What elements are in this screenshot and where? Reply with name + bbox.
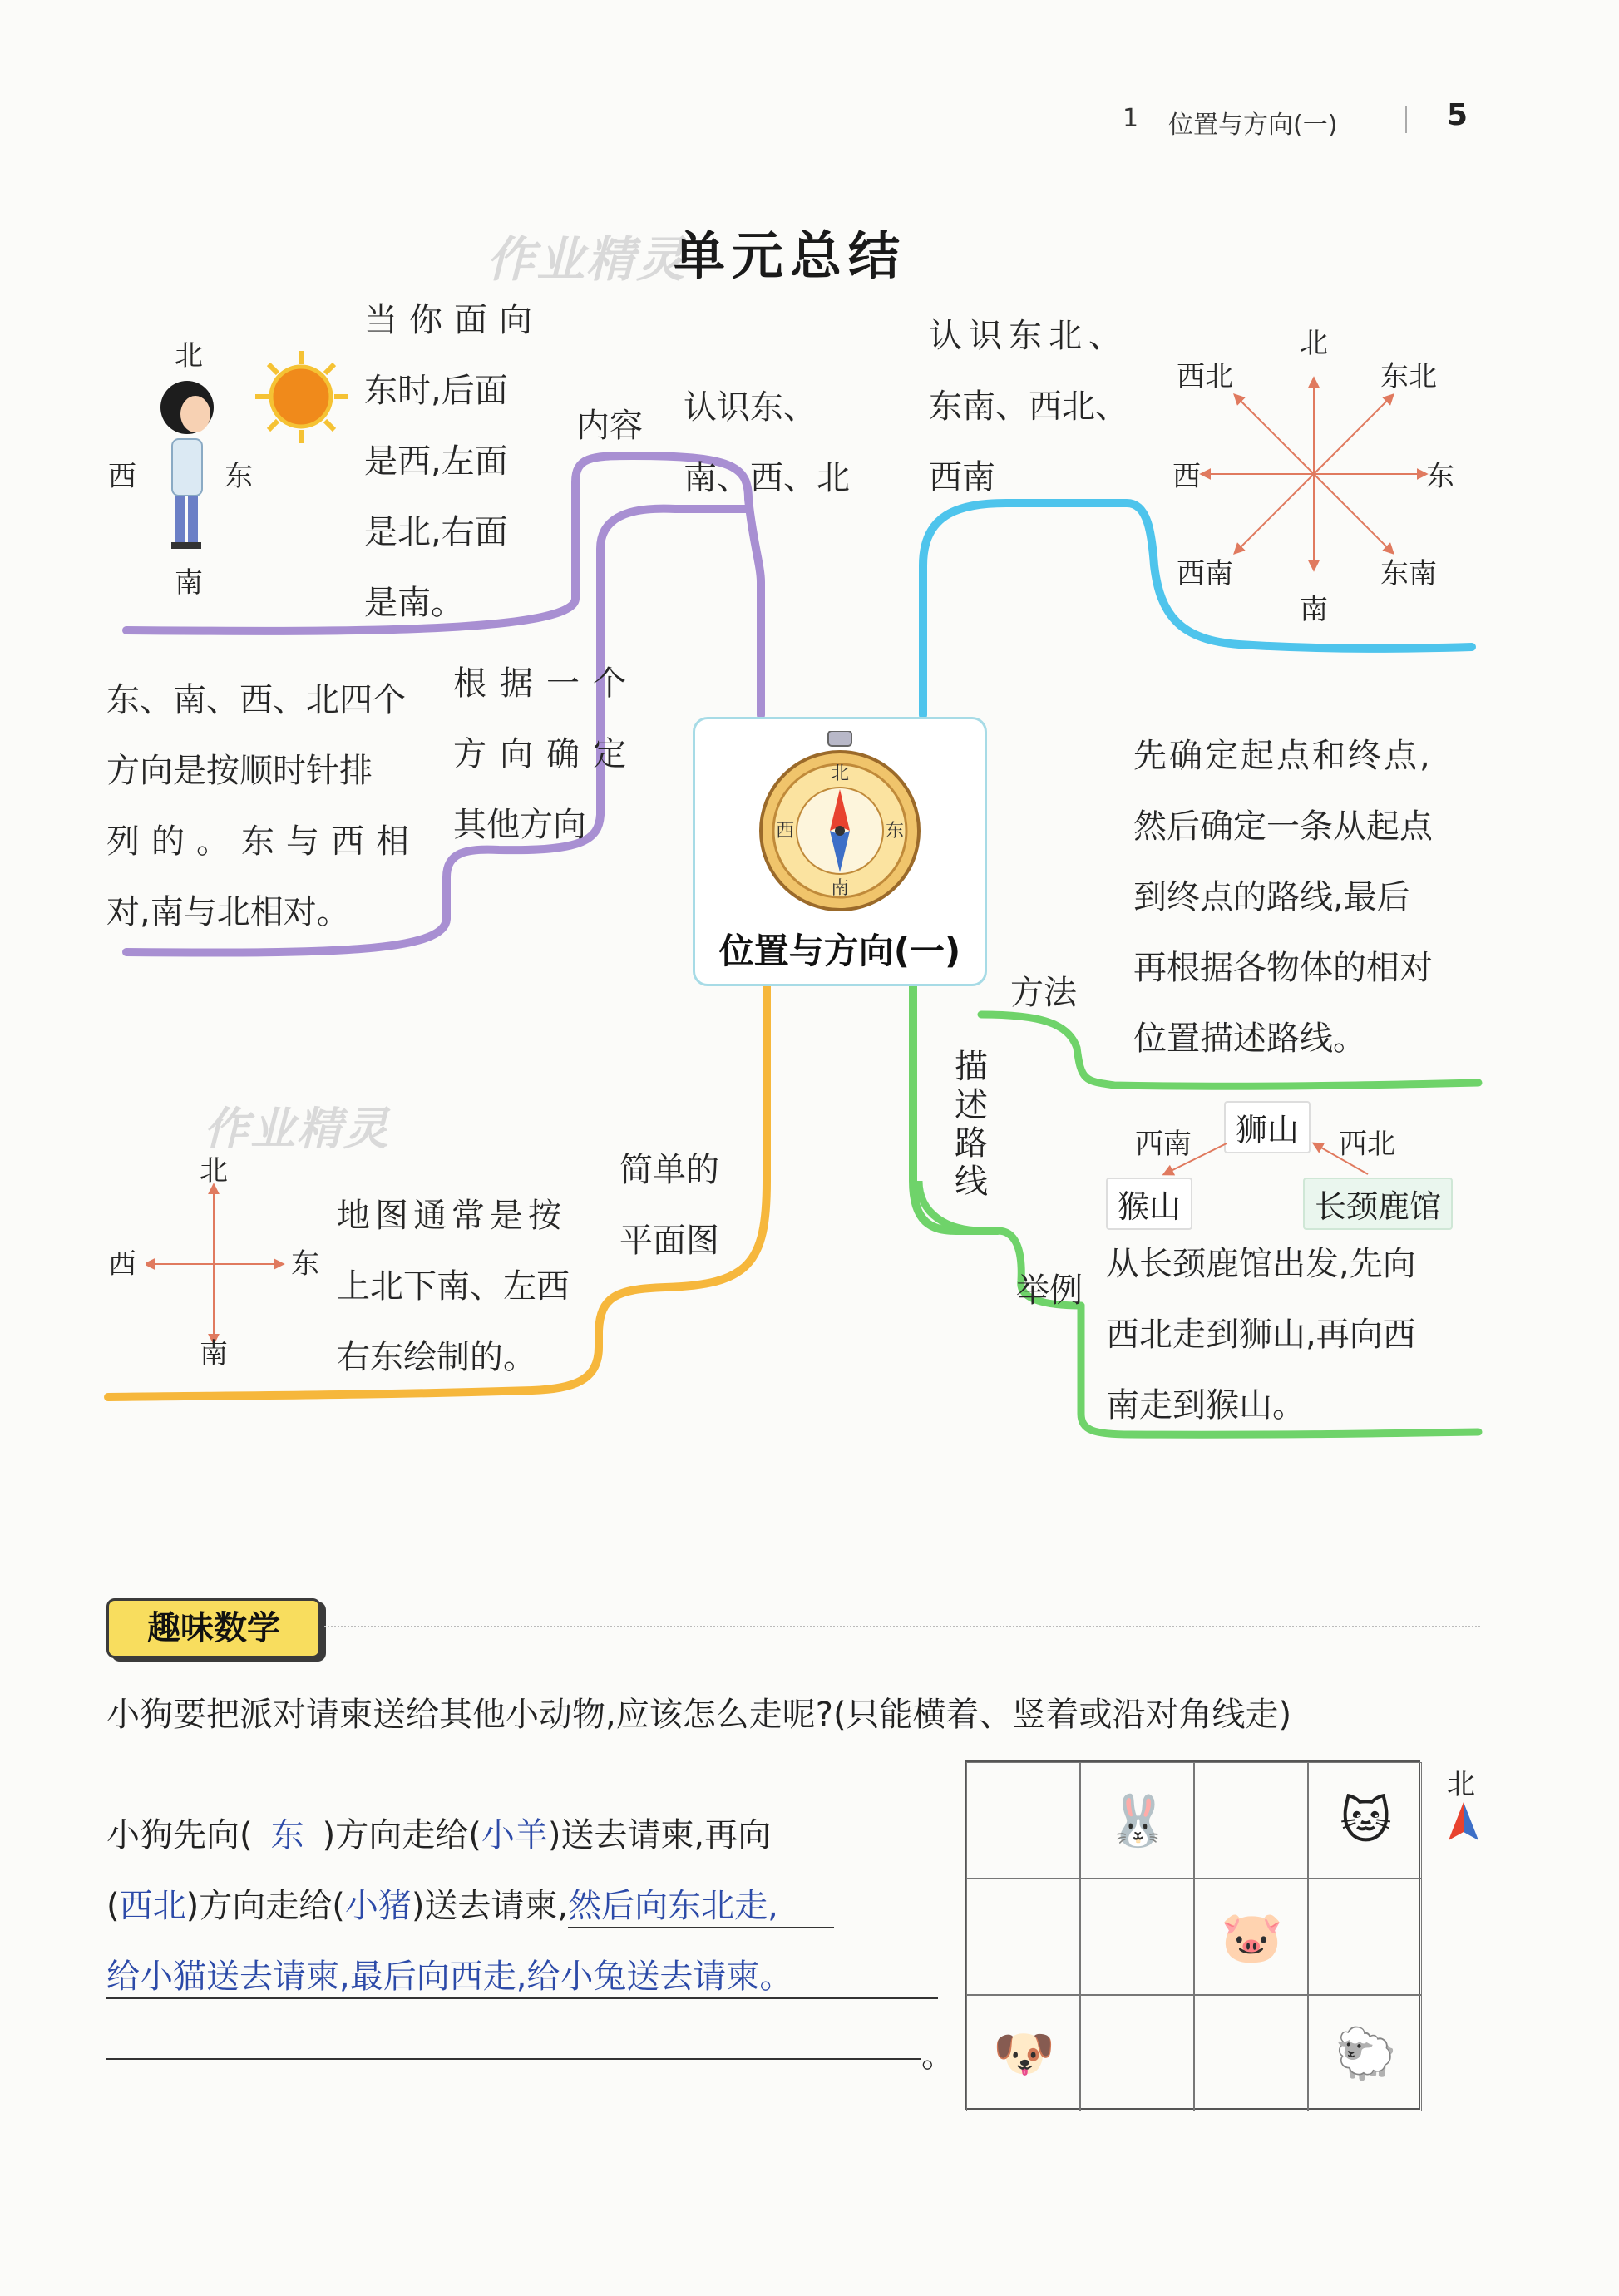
text: 小狗先向( bbox=[106, 1816, 253, 1854]
page-number: 5 bbox=[1447, 98, 1468, 132]
method-label: 方法 bbox=[1010, 974, 1077, 1012]
watermark-2: 作业精灵 bbox=[204, 1103, 390, 1155]
route-label-char: 路 bbox=[955, 1124, 988, 1163]
sun-icon bbox=[254, 349, 349, 445]
rabbit-icon: 🐰 bbox=[1107, 1792, 1169, 1850]
determine-line: 根据一个 bbox=[453, 664, 639, 703]
section-divider bbox=[324, 1626, 1480, 1627]
answer-fill-2: 给小猫送去请柬,最后向西走,给小兔送去请柬。 bbox=[106, 1950, 938, 1999]
eight-line: 东南、西北、 bbox=[929, 388, 1128, 426]
eight-text bbox=[929, 301, 1128, 513]
watermark: 作业精灵 bbox=[486, 231, 687, 288]
boy-east-label: 东 bbox=[225, 460, 253, 493]
grid-cell bbox=[966, 1762, 1080, 1879]
route-label-char: 述 bbox=[955, 1086, 988, 1124]
order-line: 东、南、西、北四个 bbox=[106, 681, 406, 719]
rose8-nw: 西北 bbox=[1177, 360, 1233, 393]
cat-icon: 🐱 bbox=[1340, 1792, 1392, 1850]
facing-line: 是北,右面 bbox=[364, 513, 508, 551]
example-line: 从长颈鹿馆出发,先向 bbox=[1106, 1245, 1416, 1283]
animal-grid bbox=[965, 1760, 1420, 2110]
facing-line: 是南。 bbox=[364, 584, 464, 622]
map-line: 右东绘制的。 bbox=[337, 1338, 536, 1376]
recognize-text bbox=[684, 373, 850, 514]
grid-cell bbox=[1194, 1995, 1308, 2111]
grid-cell bbox=[1308, 1995, 1422, 2111]
eight-line: 西南 bbox=[929, 458, 995, 496]
route-nw-label: 西北 bbox=[1339, 1128, 1395, 1161]
grid-cell bbox=[1194, 1879, 1308, 1995]
giraffe-hall-box: 长颈鹿馆 bbox=[1303, 1178, 1453, 1230]
compass-n: 北 bbox=[830, 763, 850, 784]
facing-line: 是西,左面 bbox=[364, 442, 508, 481]
facing-line: 当你面向 bbox=[364, 301, 544, 339]
map-label-line: 平面图 bbox=[619, 1222, 719, 1260]
north-arrow-icon bbox=[1447, 1800, 1480, 1842]
eight-line: 认识东北、 bbox=[929, 317, 1128, 355]
method-line: 再根据各物体的相对 bbox=[1133, 949, 1433, 987]
boy-north-label: 北 bbox=[175, 339, 203, 373]
rose8-ne: 东北 bbox=[1380, 360, 1437, 393]
text: )送去请柬, bbox=[411, 1887, 569, 1925]
facing-line: 东时,后面 bbox=[364, 372, 508, 410]
example-text bbox=[1106, 1229, 1416, 1441]
center-card bbox=[693, 717, 987, 986]
determine-line: 方向确定 bbox=[453, 735, 639, 773]
determine-text bbox=[453, 649, 639, 861]
boy-illustration bbox=[150, 374, 225, 553]
text: )方向走给( bbox=[322, 1816, 481, 1854]
rose4-s: 南 bbox=[200, 1337, 228, 1370]
boy-south-label: 南 bbox=[175, 566, 203, 600]
rose8-se: 东南 bbox=[1380, 557, 1437, 590]
method-text bbox=[1133, 721, 1433, 1074]
answer-end-period: 。 bbox=[921, 2037, 955, 2075]
fun-math-question: 小狗要把派对请柬送给其他小动物,应该怎么走呢?(只能横着、竖着或沿对角线走) bbox=[106, 1696, 1292, 1734]
method-line: 先确定起点和终点, bbox=[1133, 737, 1433, 775]
answer-blank-line bbox=[106, 2058, 921, 2060]
rose8-s: 南 bbox=[1300, 593, 1328, 626]
dog-icon: 🐶 bbox=[993, 2025, 1055, 2083]
map-text bbox=[337, 1181, 570, 1393]
center-label: 位置与方向(一) bbox=[718, 931, 961, 971]
map-label-line: 简单的 bbox=[619, 1151, 719, 1189]
rose8-n: 北 bbox=[1300, 327, 1328, 360]
boy-west-label: 西 bbox=[108, 460, 136, 493]
map-line: 上北下南、左西 bbox=[337, 1267, 570, 1306]
route-sw-label: 西南 bbox=[1135, 1128, 1192, 1161]
content-label: 内容 bbox=[576, 407, 643, 445]
method-line: 然后确定一条从起点 bbox=[1133, 807, 1433, 846]
rose8-e: 东 bbox=[1426, 460, 1454, 493]
eight-direction-rose bbox=[1189, 366, 1439, 582]
monkey-hill-box: 猴山 bbox=[1106, 1178, 1192, 1230]
sheep-icon: 🐑 bbox=[1335, 2025, 1397, 2083]
answer-line-2 bbox=[106, 1879, 834, 1928]
compass-s: 南 bbox=[830, 878, 850, 899]
grid-cell bbox=[1080, 1995, 1194, 2111]
method-line: 位置描述路线。 bbox=[1133, 1020, 1366, 1058]
order-line: 方向是按顺时针排 bbox=[106, 752, 373, 790]
route-label bbox=[955, 1048, 993, 1201]
route-label-char: 线 bbox=[955, 1163, 988, 1201]
example-label: 举例 bbox=[1016, 1271, 1083, 1310]
example-line: 西北走到狮山,再向西 bbox=[1106, 1316, 1416, 1354]
four-direction-rose bbox=[146, 1181, 287, 1347]
answer-northwest: 西北 bbox=[119, 1887, 186, 1925]
text: )方向走给( bbox=[185, 1887, 345, 1925]
grid-cell bbox=[1308, 1879, 1422, 1995]
grid-cell bbox=[966, 1995, 1080, 2111]
facing-text bbox=[364, 285, 544, 639]
page-title: 单元总结 bbox=[674, 225, 907, 286]
grid-north-label: 北 bbox=[1447, 1768, 1475, 1801]
recognize-line: 认识东、 bbox=[684, 388, 817, 427]
answer-fill-1: 然后向东北走, bbox=[568, 1879, 834, 1928]
fun-math-badge: 趣味数学 bbox=[106, 1598, 321, 1658]
order-text bbox=[106, 665, 421, 948]
answer-line-1 bbox=[106, 1809, 771, 1856]
method-line: 到终点的路线,最后 bbox=[1133, 878, 1410, 916]
order-line: 对,南与北相对。 bbox=[106, 893, 350, 931]
text: ( bbox=[106, 1887, 120, 1925]
chapter-title: 位置与方向(一) bbox=[1168, 111, 1338, 140]
determine-line: 其他方向 bbox=[453, 806, 586, 844]
rose4-e: 东 bbox=[291, 1247, 319, 1281]
example-line: 南走到猴山。 bbox=[1106, 1386, 1306, 1425]
chapter-number: 1 bbox=[1123, 104, 1139, 133]
text: )送去请柬,再向 bbox=[547, 1816, 772, 1854]
grid-cell bbox=[1080, 1762, 1194, 1879]
grid-cell bbox=[966, 1879, 1080, 1995]
rose4-w: 西 bbox=[108, 1247, 136, 1281]
lion-hill-box: 狮山 bbox=[1224, 1101, 1311, 1153]
grid-cell bbox=[1080, 1879, 1194, 1995]
grid-cell bbox=[1194, 1762, 1308, 1879]
rose8-w: 西 bbox=[1172, 460, 1201, 493]
compass-w: 西 bbox=[775, 821, 795, 842]
rose8-sw: 西南 bbox=[1177, 557, 1233, 590]
order-line: 列的。东与西相 bbox=[106, 822, 421, 861]
grid-cell bbox=[1308, 1762, 1422, 1879]
answer-pig: 小猪 bbox=[344, 1887, 412, 1925]
compass-e: 东 bbox=[885, 821, 905, 842]
rose4-n: 北 bbox=[200, 1154, 228, 1188]
route-label-char: 描 bbox=[955, 1048, 988, 1086]
route-arrows bbox=[1148, 1123, 1414, 1189]
map-line: 地图通常是按 bbox=[337, 1197, 566, 1235]
compass-icon bbox=[757, 731, 923, 914]
pig-icon: 🐷 bbox=[1221, 1908, 1283, 1967]
answer-sheep: 小羊 bbox=[481, 1816, 548, 1854]
map-label bbox=[619, 1135, 719, 1276]
answer-east: 东 bbox=[270, 1816, 304, 1854]
recognize-line: 南、西、北 bbox=[684, 459, 850, 497]
